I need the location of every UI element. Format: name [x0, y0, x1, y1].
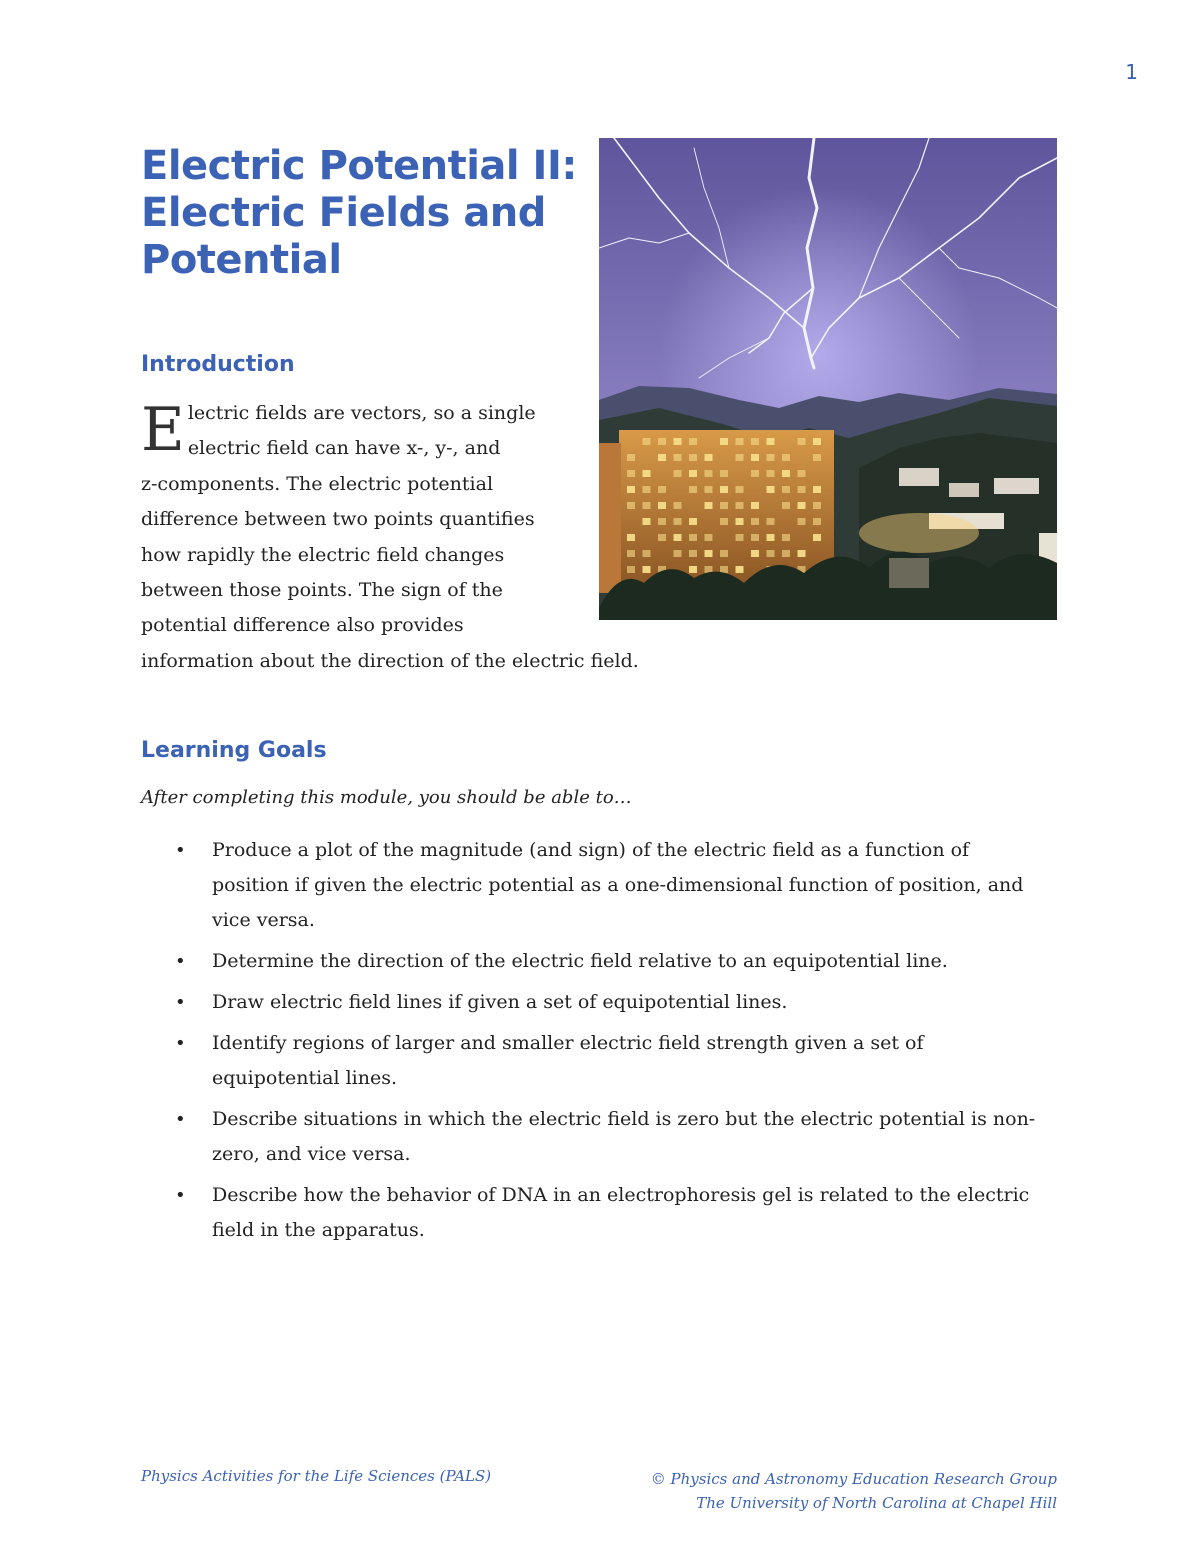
footer-course-name: Physics Activities for the Life Sciences (PALS)	[141, 1467, 492, 1485]
footer-copyright-line: © Physics and Astronomy Education Research Group	[650, 1470, 1057, 1488]
goal-text: Describe situations in which the electric field is zero but the electric potential is non-zero, and vice versa.	[212, 1108, 1036, 1165]
list-item	[141, 985, 1041, 1020]
intro-line: difference between two points quantifies	[141, 508, 535, 531]
learning-goals-list	[141, 833, 1041, 1254]
bullet-icon: •	[175, 951, 186, 972]
list-item	[141, 1178, 1041, 1248]
list-item	[141, 944, 1041, 979]
list-item	[141, 833, 1041, 938]
title-line: Potential	[141, 237, 342, 283]
intro-line: z-components. The electric potential	[141, 472, 494, 495]
title-line: Electric Potential II:	[141, 143, 577, 189]
bullet-icon: •	[175, 1185, 186, 1206]
intro-line: between those points. The sign of the	[141, 579, 503, 602]
intro-line: electric field can have x-, y-, and	[187, 437, 501, 460]
footer-university-line: The University of North Carolina at Chapel Hill	[696, 1494, 1057, 1512]
drop-cap: E	[141, 395, 185, 465]
introduction-paragraph	[141, 396, 671, 679]
introduction-heading: Introduction	[141, 352, 295, 377]
list-item	[141, 1102, 1041, 1172]
intro-line: lectric fields are vectors, so a single	[187, 402, 536, 424]
goal-text: Produce a plot of the magnitude (and sign) of the electric field as a function of position if given the electric potential as a one-dimensional function of position, and vice versa.	[212, 839, 1024, 931]
bullet-icon: •	[175, 992, 186, 1013]
intro-line: how rapidly the electric field changes	[141, 543, 505, 566]
page-title	[141, 143, 581, 284]
learning-goals-heading: Learning Goals	[141, 738, 327, 763]
bullet-icon: •	[175, 1033, 186, 1054]
intro-line: potential difference also provides	[141, 614, 464, 637]
page-number: 1	[1125, 60, 1138, 84]
title-line: Electric Fields and	[141, 190, 546, 236]
list-item	[141, 1026, 1041, 1096]
goal-text: Determine the direction of the electric field relative to an equipotential line.	[212, 950, 948, 972]
footer-copyright	[651, 1467, 1057, 1515]
intro-line: information about the direction of the electric field.	[141, 649, 639, 672]
bullet-icon: •	[175, 840, 186, 861]
goal-text: Identify regions of larger and smaller electric field strength given a set of equipotential lines.	[212, 1032, 924, 1089]
goal-text: Draw electric field lines if given a set of equipotential lines.	[212, 991, 788, 1013]
learning-goals-lead: After completing this module, you should be able to…	[141, 787, 632, 808]
bullet-icon: •	[175, 1109, 186, 1130]
goal-text: Describe how the behavior of DNA in an electrophoresis gel is related to the electric field in the apparatus.	[212, 1184, 1030, 1241]
